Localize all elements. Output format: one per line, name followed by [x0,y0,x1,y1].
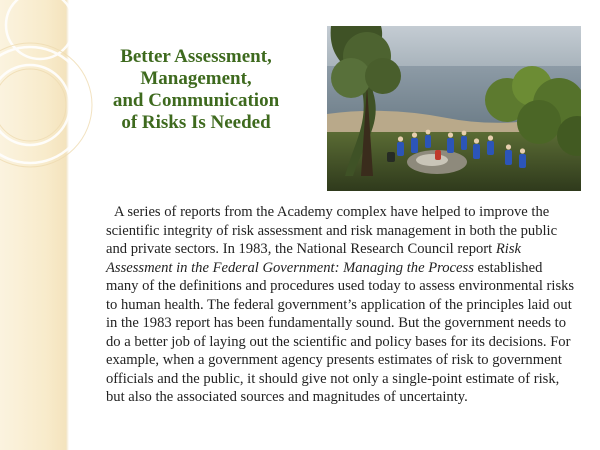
title-line: of Risks Is Needed [121,112,271,133]
body-paragraph [106,203,576,407]
slide-title [84,46,308,134]
report-title: Risk Assessment in the Federal Government: Managing the Process [106,241,521,276]
title-line: Management, [140,68,252,89]
title-line: Better Assessment, [120,46,272,67]
volunteers-photo-icon [327,26,581,191]
body-text-part-1: A series of reports from the Academy complex have helped to improve the scientific integrity of risk assessment and risk management in both the public and private sectors. In 1983, the National Research Council report [106,204,558,257]
title-line: and Communication [112,90,280,111]
body-text-part-2: established many of the definitions and procedures used today to assess environmental risks to human health. The federal government’s application of the principles laid out in the 1983 report has been fundamentally sound. But the government needs to do a better job of laying out the scientific and policy bases for its decisions. For example, when a government agency presents estimates of risk to government officials and the public, it should give not only a single-point estimate of risk, but also the associated sources and magnitudes of uncertainty. [106,259,575,405]
shoreline-cleanup-photo [327,26,581,191]
